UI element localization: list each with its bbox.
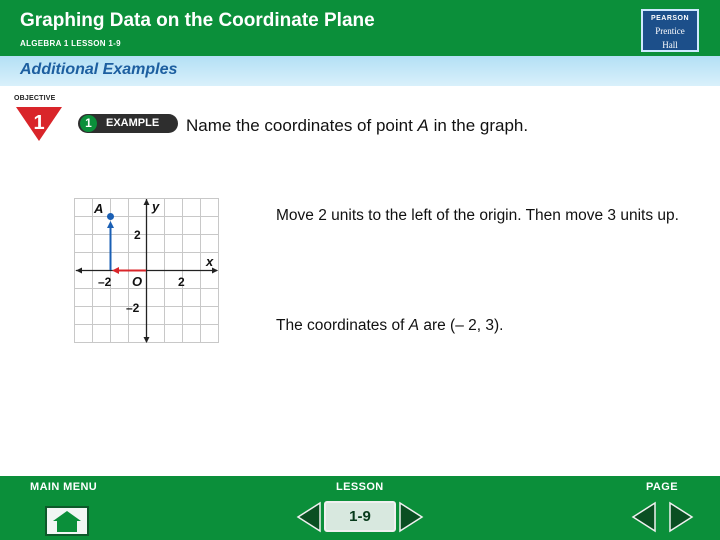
example-label: EXAMPLE xyxy=(106,117,160,129)
objective-marker xyxy=(14,95,66,143)
question-suffix: in the graph. xyxy=(428,116,529,135)
additional-examples-band xyxy=(0,56,720,86)
question-text xyxy=(186,116,528,136)
answer-prefix: The coordinates of xyxy=(276,317,409,334)
y-axis-up-arrowhead xyxy=(144,199,150,205)
y-axis-label: y xyxy=(152,199,160,214)
lesson-next-arrow-icon[interactable] xyxy=(398,501,424,533)
page-title: Graphing Data on the Coordinate Plane xyxy=(20,10,375,31)
left-move-arrowhead xyxy=(112,267,119,274)
answer-point: A xyxy=(408,317,420,334)
x-axis-label: x xyxy=(206,254,214,269)
question-point: A xyxy=(417,116,429,135)
origin-label: O xyxy=(132,274,143,289)
lesson-number-button[interactable]: 1-9 xyxy=(324,501,396,532)
main-menu-home-button[interactable] xyxy=(45,506,89,536)
page-next-arrow-icon[interactable] xyxy=(668,501,694,533)
pearson-logo xyxy=(641,9,699,52)
logo-line3: Hall xyxy=(662,40,678,50)
page-prev-arrow-icon[interactable] xyxy=(631,501,657,533)
logo-line2: Prentice xyxy=(655,26,685,36)
example-tag xyxy=(78,114,178,133)
y-tick-neg-2: –2 xyxy=(126,301,140,315)
point-a-label: A xyxy=(94,201,104,216)
objective-badge xyxy=(14,105,64,143)
answer-suffix: are (– 2, 3). xyxy=(419,317,504,334)
lesson-label: LESSON xyxy=(336,481,384,493)
home-icon xyxy=(47,508,87,534)
title-bar xyxy=(0,0,720,56)
logo-line1: PEARSON xyxy=(650,15,690,22)
x-tick-neg-2: –2 xyxy=(98,275,112,289)
lesson-subtitle: ALGEBRA 1 LESSON 1-9 xyxy=(20,39,121,48)
move-explanation: Move 2 units to the left of the origin. Then move 3 units up. xyxy=(276,207,679,224)
objective-label: OBJECTIVE xyxy=(14,95,56,102)
up-move-arrowhead xyxy=(107,221,114,228)
lesson-prev-arrow-icon[interactable] xyxy=(296,501,322,533)
band-label: Additional Examples xyxy=(20,61,178,78)
answer-text xyxy=(276,317,503,335)
question-prefix: Name the coordinates of point xyxy=(186,116,418,135)
page-label: PAGE xyxy=(646,481,678,493)
point-a xyxy=(107,213,114,220)
y-tick-pos-2: 2 xyxy=(134,228,141,242)
example-number: 1 xyxy=(80,115,97,132)
x-axis-left-arrowhead xyxy=(76,268,82,274)
objective-number: 1 xyxy=(33,112,45,134)
x-tick-pos-2: 2 xyxy=(178,275,185,289)
coordinate-graph xyxy=(74,196,220,344)
main-menu-label: MAIN MENU xyxy=(30,481,98,493)
